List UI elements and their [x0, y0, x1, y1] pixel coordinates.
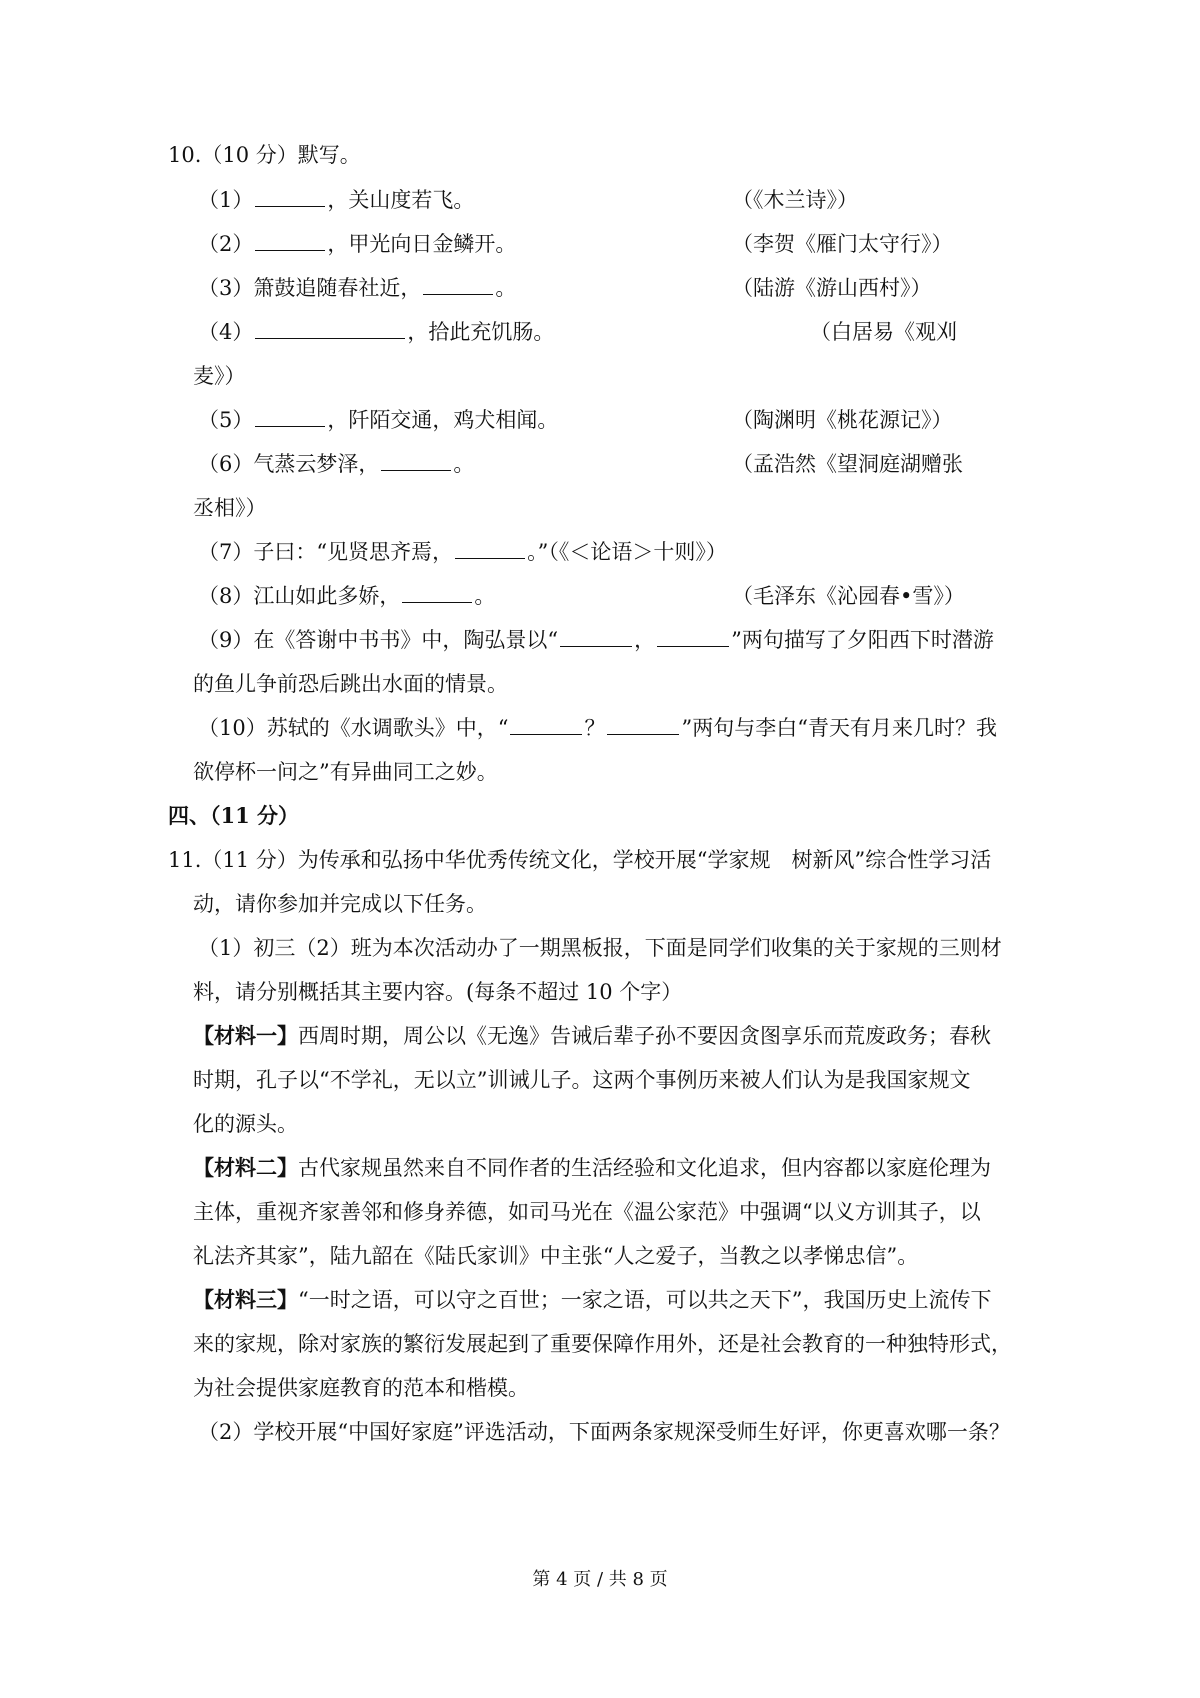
q11-intro: 11.（11 分）为传承和弘扬中华优秀传统文化，学校开展“学家规 树新风”综合性学习活 — [168, 848, 992, 872]
q10-item-5-source: （陶渊明《桃花源记》） — [732, 408, 953, 432]
answer-blank[interactable] — [402, 582, 472, 603]
q11-sub1-cont: 料，请分别概括其主要内容。(每条不超过 10 个字） — [193, 980, 683, 1004]
material-2-label: 【材料二】 — [193, 1155, 298, 1180]
q10-item-2-source: （李贺《雁门太守行》） — [732, 232, 953, 256]
material-2-line3: 礼法齐其家”，陆九韶在《陆氏家训》中主张“人之爱子，当教之以孝悌忠信”。 — [193, 1244, 919, 1268]
q10-item-1: （1） ，关山度若飞。 — [198, 188, 475, 212]
q10-item-2: （2） ，甲光向日金鳞开。 — [198, 232, 517, 256]
material-1: 【材料一】西周时期，周公以《无逸》告诫后辈子孙不要因贪图享乐而荒废政务；春秋 — [193, 1023, 991, 1048]
q10-item-9-cont: 的鱼儿争前恐后跳出水面的情景。 — [193, 672, 508, 696]
material-1-label: 【材料一】 — [193, 1023, 298, 1048]
material-2-line2: 主体，重视齐家善邻和修身养德，如司马光在《温公家范》中强调“以义方训其子，以 — [193, 1200, 981, 1224]
q10-item-10: （10）苏轼的《水调歌头》中，“ ？ ”两句与李白“青天有月来几时？我 — [198, 716, 997, 740]
q10-item-4: （4） ，拾此充饥肠。 — [198, 320, 555, 344]
q11-sub1: （1）初三（2）班为本次活动办了一期黑板报，下面是同学们收集的关于家规的三则材 — [198, 936, 1002, 960]
section-heading: 四、（11 分） — [168, 803, 300, 828]
q10-item-6: （6）气蒸云梦泽， 。 — [198, 452, 475, 476]
answer-blank[interactable] — [255, 230, 325, 251]
q10-item-9: （9）在《答谢中书书》中，陶弘景以“ ， ”两句描写了夕阳西下时潜游 — [198, 628, 994, 652]
q10-item-10-cont: 欲停杯一问之”有异曲同工之妙。 — [193, 760, 498, 784]
material-3-label: 【材料三】 — [193, 1287, 298, 1312]
q11-intro-cont: 动，请你参加并完成以下任务。 — [193, 892, 487, 916]
q10-item-3-source: （陆游《游山西村》） — [732, 276, 932, 300]
q10-item-3: （3）箫鼓追随春社近， 。 — [198, 276, 517, 300]
q10-item-8-source: （毛泽东《沁园春•雪》） — [732, 584, 965, 608]
answer-blank[interactable] — [657, 626, 729, 647]
page-number: 第 4 页 / 共 8 页 — [532, 1569, 668, 1590]
q10-item-6-source-cont: 丞相》） — [193, 496, 267, 520]
q10-item-8: （8）江山如此多娇， 。 — [198, 584, 496, 608]
answer-blank[interactable] — [455, 538, 525, 559]
q10-item-1-source: （《木兰诗》） — [732, 188, 858, 212]
q10-item-4-source-cont: 麦》） — [193, 364, 246, 388]
material-3: 【材料三】“一时之语，可以守之百世；一家之语，可以共之天下”，我国历史上流传下 — [193, 1287, 992, 1312]
q10-heading: 10.（10 分）默写。 — [168, 143, 361, 167]
material-2: 【材料二】古代家规虽然来自不同作者的生活经验和文化追求，但内容都以家庭伦理为 — [193, 1155, 991, 1180]
answer-blank[interactable] — [255, 186, 325, 207]
q10-item-5: （5） ，阡陌交通，鸡犬相闻。 — [198, 408, 559, 432]
answer-blank[interactable] — [255, 406, 325, 427]
answer-blank[interactable] — [607, 714, 679, 735]
q10-item-6-source: （孟浩然《望洞庭湖赠张 — [732, 452, 963, 476]
q10-item-4-source: （白居易《观刈 — [810, 320, 957, 344]
answer-blank[interactable] — [560, 626, 632, 647]
answer-blank[interactable] — [381, 450, 451, 471]
q11-sub2: （2）学校开展“中国好家庭”评选活动，下面两条家规深受师生好评，你更喜欢哪一条？ — [198, 1420, 1010, 1444]
answer-blank[interactable] — [510, 714, 582, 735]
material-3-line2: 来的家规，除对家族的繁衍发展起到了重要保障作用外，还是社会教育的一种独特形式， — [193, 1332, 1012, 1356]
material-3-line3: 为社会提供家庭教育的范本和楷模。 — [193, 1376, 529, 1400]
q10-item-7: （7）子曰：“见贤思齐焉， 。”（《＜论语＞十则》） — [198, 540, 727, 564]
answer-blank[interactable] — [255, 318, 405, 339]
answer-blank[interactable] — [423, 274, 493, 295]
material-1-line3: 化的源头。 — [193, 1112, 298, 1136]
material-1-line2: 时期，孔子以“不学礼，无以立”训诫儿子。这两个事例历来被人们认为是我国家规文 — [193, 1068, 971, 1092]
